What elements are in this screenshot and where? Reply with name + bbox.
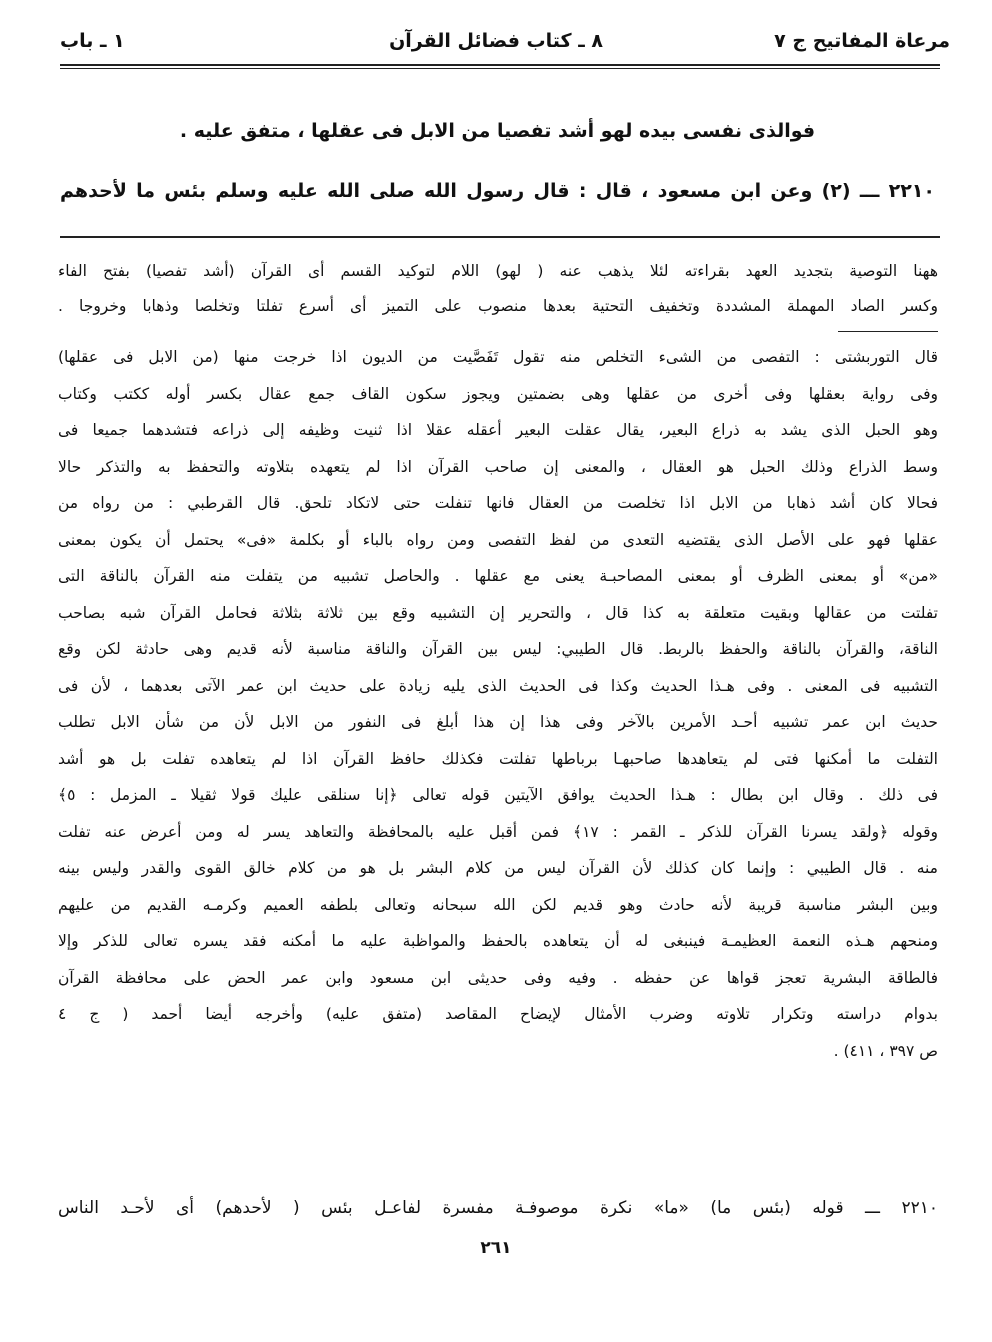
commentary-line: التفلت ما أمكنها فتى لم يتعاهدها صاحبهـا برباطها تفلتت فكذلك حافظ القرآن اذا لم يتعاهده تفلت بل هو أشد <box>58 749 938 768</box>
commentary-line: فحالا كان أشد ذهابا من الابل اذا تخلصت من العقال فانها تنفلت حتى لاتكاد تلحق. قال القرطبي : من رواه من <box>58 494 938 512</box>
commentary-line: التشبيه فى المعنى . وفى هـذا الحديث وكذا فى الحديث الذى يليه زيادة على حديث ابن عمر الآتى بعدهما ، لأن فى <box>58 676 938 695</box>
commentary-line: «من» أو بمعنى الظرف أو بمعنى المصاحبـة يعنى مع عقلها . والحاصل تشبيه من يتفلت منه القرآن بالناقة التى <box>58 567 938 585</box>
commentary-line: الناقة، والقرآن بالناقة والحفظ بالربط. قال الطيبي: ليس بين القرآن والناقة مناسبة لأنه قديم وهى حادثة لكن وقع <box>58 640 938 658</box>
next-note-line: ٢٢١٠ ـــ قوله (بئس ما) «ما» نكرة موصوفـة مفسرة لفاعـل بئس ( لأحدهم) أى لأحـد الناس <box>58 1198 938 1218</box>
commentary-line: عقلها فهو على الأصل الذى يقتضيه التعدى من لفظ التفصى ومن رواه بالباء أو بكلمة «فى» يحتمل أن يكون بمعنى <box>58 530 938 549</box>
commentary-line: وقوله ﴿ولقد يسرنا القرآن للذكر ـ القمر : ١٧﴾ فمن أقبل عليه بالمحافظة والتعاهد يسر له ومن أعرض عنه تفلت <box>58 822 938 841</box>
header-rule <box>60 64 940 66</box>
commentary-line: وكسر الصاد المهملة المشددة وتخفيف التحتية بعدها منصوب على التميز أى أسرع تفلتا وتخلصا وذهابا وخروجا . <box>58 297 938 315</box>
page-number: ٢٦١ <box>480 1238 512 1258</box>
hadith-line-1: فوالذى نفسى بيده لهو أشد تفصيا من الابل فى عقلها ، متفق عليه . <box>179 120 816 142</box>
commentary-line: فالطاقة البشرية تعجز قواها عن حفظه . وفيه وفى حديثى ابن مسعود وابن عمر الحض على محافظة القرآن <box>58 968 938 987</box>
commentary-line: وهو الحبل الذى يشد به ذراع البعير، يقال عقلت البعير أعقله عقلا اذا ثنيت وظيفه إلى ذراعه فتشدهما جميعا فى <box>58 421 938 439</box>
running-header-book: مرعاة المفاتيح ج ٧ <box>774 30 950 52</box>
commentary-line: قال التوربشتى : التفصى من الشىء التخلص منه تقول تَفَصَّيت من الديون اذا خرجت منها (من الابل فى عقلها) <box>58 348 938 366</box>
footnote-rule <box>838 331 938 332</box>
commentary-line: حديث ابن عمر تشبيه أحـد الأمرين بالآخر وفى هذا إن هذا أبلغ فى النفور من الابل لأن من شأن الابل تطلب <box>58 713 938 731</box>
running-header-section: ١ ـ باب <box>60 30 125 52</box>
commentary-line: تفلتت من عقالها وبقيت متعلقة به كذا قال ، والتحرير إن التشبيه وقع بين ثلاثة بثلاثة فحامل القرآن شبه بصاحب <box>58 603 938 622</box>
commentary-line: وبين البشر مناسبة قريبة لأنه حادث وهو قديم لكن الله سبحانه وتعالى بلطفه العميم وكرمـه القديم من عليهم <box>58 895 938 914</box>
commentary-line: فى ذلك . وقال ابن بطال : هـذا الحديث يوافق الآيتين قوله تعالى ﴿إنا سنلقى عليك قولا ثقيلا ـ المزمل : ٥﴾ <box>58 786 938 804</box>
commentary-line: ص ٣٩٧ ، ٤١١) . <box>833 1041 938 1060</box>
commentary-line: ومنحهم هـذه النعمة العظيمـة فينبغى له أن يتعاهده بالحفظ والمواظبة عليه ما أمكنه فقد يسره تعالى للذكر وإلا <box>58 932 938 950</box>
commentary-line: ههنا التوصية بتجديد العهد بقراءته لئلا يذهب عنه ( لهو) اللام لتوكيد القسم أى القرآن (أشد تفصيا) بفتح الفاء <box>58 262 938 280</box>
commentary-line: بدوام دراسته وتكرار تلاوته وضرب الأمثال لإيضاح المقاصد (متفق عليه) وأخرجه أيضا أحمد ( ج ٤ <box>58 1005 938 1023</box>
commentary-line: منه . قال الطيبي : وإنما كان كذلك لأن القرآن ليس من كلام البشر بل هو من كلام خالق القوى والقدر وليس بينه <box>58 859 938 877</box>
commentary-line: وسط الذراع وذلك الحبل هو العقال ، والمعنى إن صاحب القرآن اذا لم يتعهده بتلاوته والتحفظ به والتذكر حالا <box>58 457 938 476</box>
header-rule-thin <box>60 68 940 69</box>
commentary-line: وفى رواية بعقلها وفى أخرى من عقلها وهى بضمتين ويجوز سكون القاف جمع عقال بكسر أوله ككتب وكتاب <box>58 384 938 403</box>
running-header-chapter: ٨ ـ كتاب فضائل القرآن <box>389 30 603 52</box>
text-commentary-divider <box>60 236 940 238</box>
hadith-line-2: ٢٢١٠ ـــ (٢) وعن ابن مسعود ، قال : قال رسول الله صلى الله عليه وسلم بئس ما لأحدهم <box>60 180 935 202</box>
